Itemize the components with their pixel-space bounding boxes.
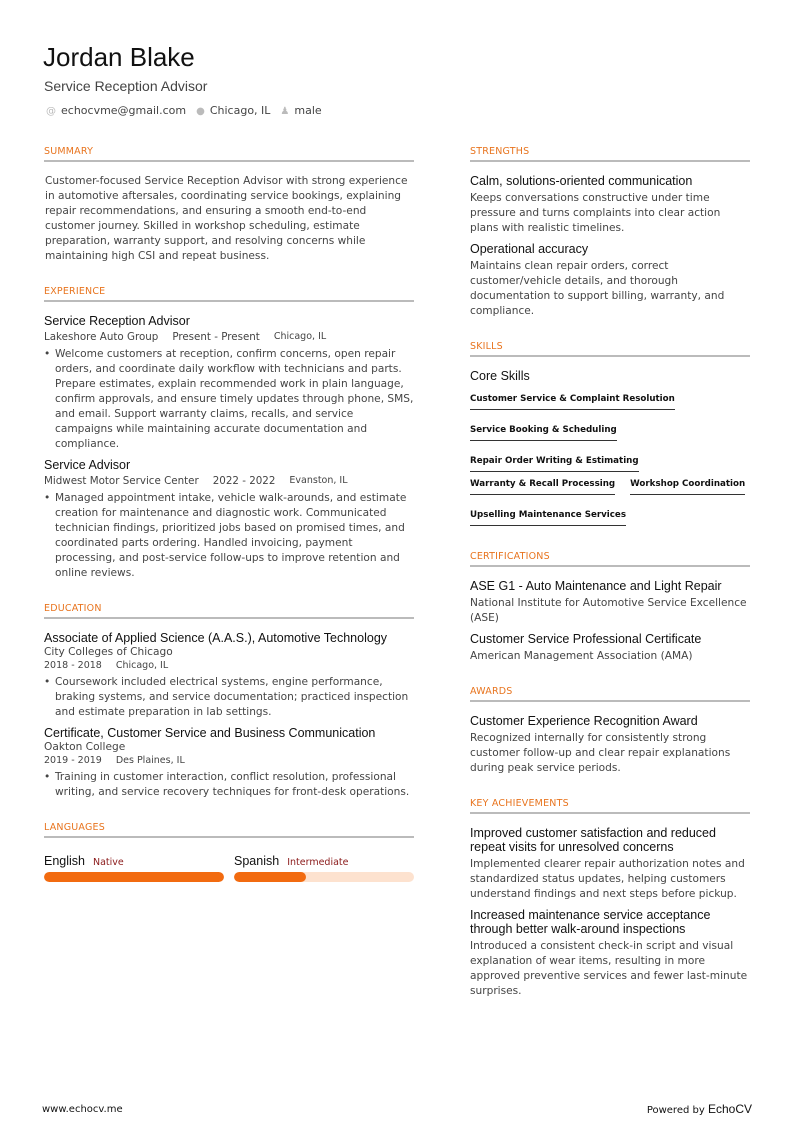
dates: Present - Present — [172, 331, 260, 343]
dates: 2019 - 2019 — [44, 755, 102, 766]
awards-section — [470, 686, 750, 776]
section-heading: EXPERIENCE — [44, 286, 414, 302]
school: City Colleges of Chicago — [44, 646, 173, 658]
achievement-text: Introduced a consistent check-in script and visual explanation of wear items, resulting in more approved preventive services and fewer last-minute surprises. — [470, 940, 748, 997]
dates: 2018 - 2018 — [44, 660, 102, 671]
skill-tag: Workshop Coordination — [630, 479, 745, 495]
summary-section — [44, 146, 414, 264]
person-icon: ♟ — [280, 106, 290, 117]
contact-info — [46, 104, 322, 117]
job-title: Service Reception Advisor — [44, 314, 190, 328]
left-column — [44, 146, 414, 904]
gender: male — [294, 104, 322, 117]
education-item — [44, 726, 414, 800]
job-title: Service Advisor — [44, 458, 131, 472]
strength-title: Calm, solutions-oriented communication — [470, 174, 693, 188]
section-heading: EDUCATION — [44, 603, 414, 619]
language-item — [234, 850, 414, 882]
skill-tag: Warranty & Recall Processing — [470, 479, 615, 495]
strength-title: Operational accuracy — [470, 242, 589, 256]
experience-item — [44, 458, 414, 581]
location: Des Plaines, IL — [115, 755, 185, 766]
language-name: English — [44, 854, 85, 868]
proficiency-fill — [234, 872, 306, 882]
section-heading: SKILLS — [470, 341, 750, 357]
company: Midwest Motor Service Center — [44, 475, 199, 487]
strength-text: Keeps conversations constructive under time pressure and turns complaints into clear action plans with realistic timelines. — [470, 192, 721, 234]
strength-text: Maintains clean repair orders, correct customer/vehicle details, and thorough documentation to support billing, warranty, and compliance. — [470, 260, 725, 317]
summary-text: Customer-focused Service Reception Advisor with strong experience in automotive aftersales, coordinating service bookings, explaining repair recommendations, and ensuring a smooth end-to-end customer journey. Skilled in workshop scheduling, estimate preparation, warranty support, and resolving concerns while maintaining high CSI and repeat business. — [45, 175, 408, 262]
achievement-title: Improved customer satisfaction and reduced repeat visits for unresolved concerns — [470, 826, 716, 854]
candidate-title: Service Reception Advisor — [44, 78, 208, 94]
language-level: Native — [93, 857, 124, 868]
skill-tag: Service Booking & Scheduling — [470, 425, 617, 441]
school: Oakton College — [44, 741, 126, 753]
section-heading: STRENGTHS — [470, 146, 750, 162]
skill-tag: Upselling Maintenance Services — [470, 510, 626, 526]
language-name: Spanish — [234, 854, 280, 868]
cert-issuer: American Management Association (AMA) — [470, 650, 693, 662]
location: Chicago, IL — [273, 331, 327, 342]
location: Evanston, IL — [289, 475, 348, 486]
language-level: Intermediate — [287, 857, 349, 868]
section-heading: SUMMARY — [44, 146, 414, 162]
skill-tag: Customer Service & Complaint Resolution — [470, 394, 675, 410]
right-column — [470, 146, 750, 1021]
achievements-section — [470, 798, 750, 999]
powered-by — [647, 1102, 752, 1116]
section-heading: AWARDS — [470, 686, 750, 702]
cert-title: ASE G1 - Auto Maintenance and Light Repair — [470, 579, 722, 593]
experience-section — [44, 286, 414, 581]
proficiency-bar — [234, 872, 414, 882]
skill-group-title: Core Skills — [470, 369, 530, 383]
dates: 2022 - 2022 — [212, 475, 276, 487]
education-item — [44, 631, 414, 720]
location: Chicago, IL — [115, 660, 169, 671]
cert-issuer: National Institute for Automotive Service Excellence (ASE) — [470, 597, 747, 624]
strengths-section — [470, 146, 750, 319]
degree: Associate of Applied Science (A.A.S.), Automotive Technology — [44, 631, 388, 645]
bullet: • Coursework included electrical systems, engine performance, braking systems, and service documentation; practiced inspection and estimate preparation in lab settings. — [44, 675, 414, 720]
award-text: Recognized internally for consistently strong customer follow-up and clear repair explanations during peak service periods. — [470, 732, 731, 774]
achievement-title: Increased maintenance service acceptance through better walk-around inspections — [470, 908, 711, 936]
proficiency-fill — [44, 872, 224, 882]
email: echocvme@gmail.com — [61, 104, 187, 117]
degree: Certificate, Customer Service and Business Communication — [44, 726, 376, 740]
skills-section — [470, 341, 750, 529]
award-title: Customer Experience Recognition Award — [470, 714, 698, 728]
languages-section — [44, 822, 414, 882]
location: Chicago, IL — [209, 104, 271, 117]
proficiency-bar — [44, 872, 224, 882]
achievement-text: Implemented clearer repair authorization notes and standardized status updates, helping customers understand findings and next steps before pickup. — [470, 858, 745, 900]
language-item — [44, 850, 224, 882]
section-heading: KEY ACHIEVEMENTS — [470, 798, 750, 814]
website-link[interactable]: www.echocv.me — [42, 1104, 123, 1115]
email-icon: @ — [46, 106, 56, 117]
location-pin-icon: ● — [196, 106, 205, 117]
bullet: • Training in customer interaction, conflict resolution, professional writing, and service recovery techniques for front-desk operations. — [44, 770, 414, 800]
bullet: • Welcome customers at reception, confirm concerns, open repair orders, and coordinate daily workflow with technicians and parts. Prepare estimates, explain recommended work in plain language, confirm approvals, and ensure timely updates through phone, SMS, and email. Support warranty claims, recalls, and service campaigns while maintaining accurate documentation and compliance. — [44, 347, 414, 452]
cert-title: Customer Service Professional Certificate — [470, 632, 702, 646]
certifications-section — [470, 551, 750, 664]
education-section — [44, 603, 414, 800]
skill-tag: Repair Order Writing & Estimating — [470, 456, 639, 472]
company: Lakeshore Auto Group — [44, 331, 159, 343]
bullet: • Managed appointment intake, vehicle walk-arounds, and estimate creation for maintenance and diagnostic work. Communicated technician findings, prioritized jobs based on promised times, and coordinated parts ordering. Handled invoicing, payment processing, and post-service follow-ups to improve retention and online reviews. — [44, 491, 414, 581]
brand-logo: EchoCV — [707, 1102, 752, 1116]
section-heading: LANGUAGES — [44, 822, 414, 838]
candidate-name: Jordan Blake — [43, 42, 195, 72]
powered-label: Powered by — [646, 1105, 705, 1116]
section-heading: CERTIFICATIONS — [470, 551, 750, 567]
experience-item — [44, 314, 414, 452]
